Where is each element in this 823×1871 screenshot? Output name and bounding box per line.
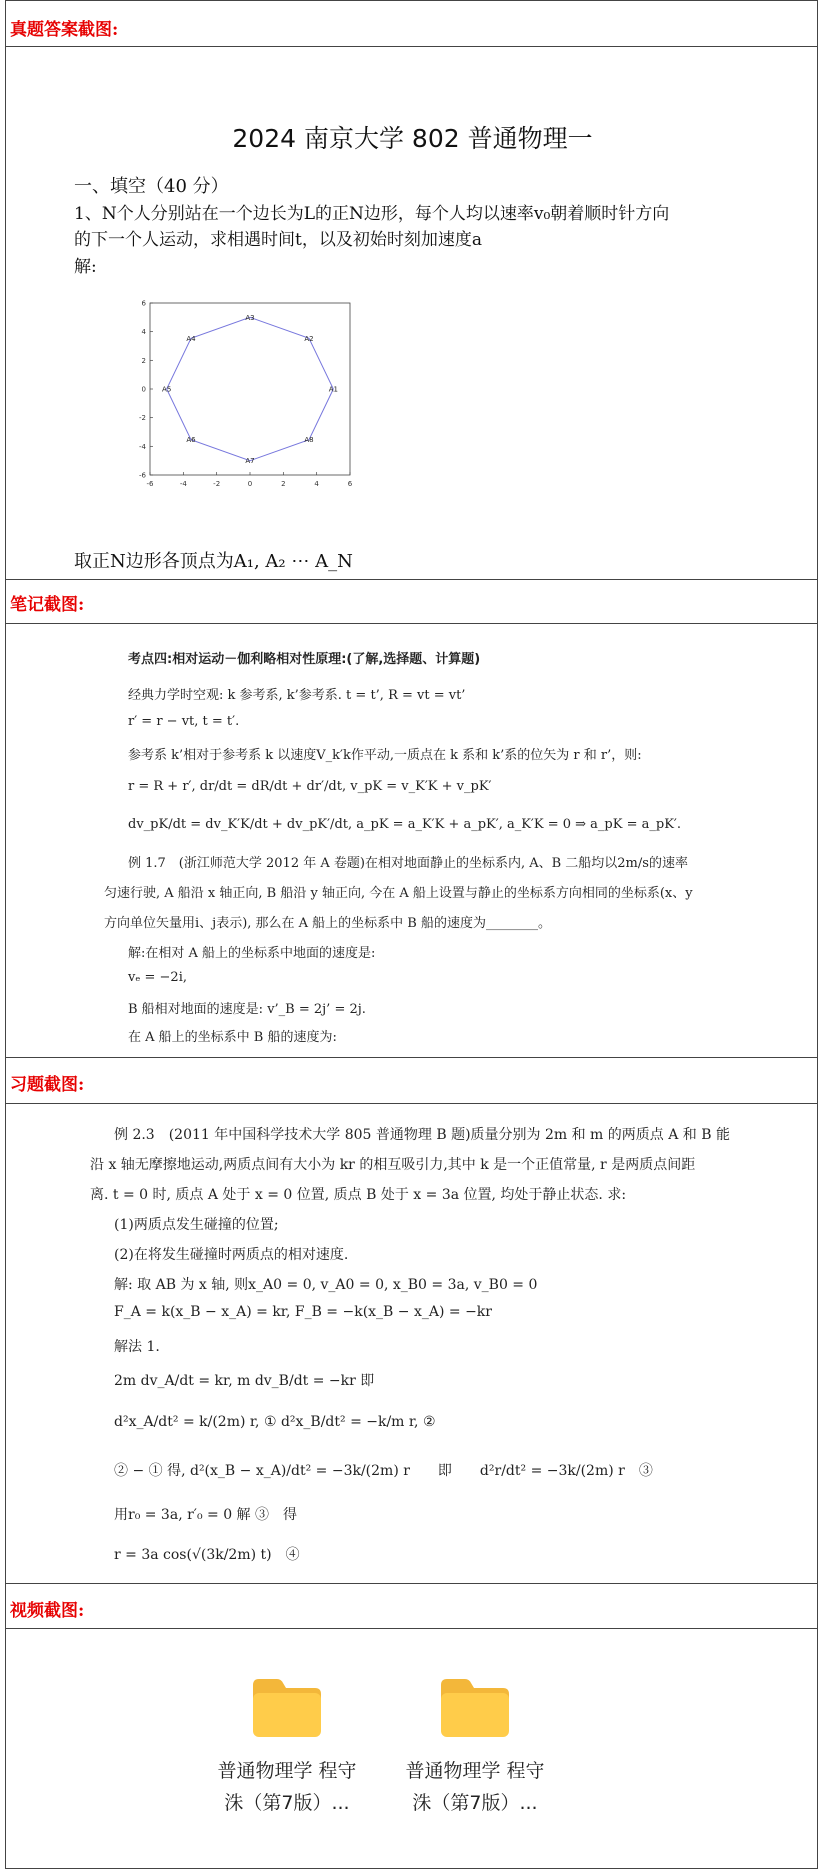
answer-section-header	[6, 1, 817, 47]
folder-name-line-1: 普通物理学 程守	[217, 1760, 357, 1782]
notes-equation: dv_pK/dt = dv_K′K/dt + dv_pK′/dt, a_pK = a_K′K + a_pK′, a_K′K = 0 ⇒ a_pK = a_pK′.	[128, 817, 681, 832]
exercise-equation: r = 3a cos(√(3k/2m) t) ④	[114, 1547, 300, 1563]
folder-name-line-1: 普通物理学 程守	[405, 1760, 545, 1782]
notes-line: r′ = r − vt, t = t′.	[128, 714, 240, 729]
document-sheet	[5, 0, 818, 1869]
notes-example-line: 例 1.7 (浙江师范大学 2012 年 A 卷题)在相对地面静止的坐标系内, A、B 二船均以2m/s的速率	[128, 856, 688, 871]
folder-icon	[249, 1675, 325, 1739]
x-tick-label: -2	[213, 480, 221, 488]
notes-line: 参考系 k’相对于参考系 k 以速度V_k′k作平动,一质点在 k 系和 k’系的位矢为 r 和 r’，则:	[128, 748, 642, 763]
vertex-label: A6	[186, 436, 196, 445]
x-tick-label: -6	[146, 480, 154, 488]
answer-section-body	[6, 47, 817, 580]
video-folder[interactable]	[390, 1675, 560, 1819]
y-tick-label: 6	[141, 299, 146, 308]
x-tick-label: 6	[347, 480, 353, 488]
notes-section-header	[6, 580, 817, 624]
vertex-label: A8	[304, 436, 314, 445]
vertex-label: A3	[245, 313, 255, 322]
x-tick-label: 0	[247, 480, 253, 488]
exercise-line: 解法 1.	[114, 1339, 160, 1355]
exercise-line: 沿 x 轴无摩擦地运动,两质点间有大小为 kr 的相互吸引力,其中 k 是一个正值常量, r 是两质点间距	[90, 1157, 696, 1173]
x-tick-label: 2	[281, 480, 286, 488]
x-tick-label: -4	[179, 480, 187, 488]
y-tick-label: -2	[139, 414, 146, 423]
question-1-line-1: 1、N个人分别站在一个边长为L的正N边形，每个人均以速率v₀朝着顺时针方向	[74, 204, 670, 224]
exercise-line: (1)两质点发生碰撞的位置;	[114, 1217, 279, 1233]
notes-example-line: 匀速行驶, A 船沿 x 轴正向, B 船沿 y 轴正向, 今在 A 船上设置与静止的坐标系方向相同的坐标系(x、y	[104, 886, 693, 901]
y-tick-label: 0	[141, 385, 146, 394]
polygon-vertex-plot	[124, 295, 364, 495]
y-tick-label: 4	[141, 328, 146, 337]
exercise-equation: 2m dv_A/dt = kr, m dv_B/dt = −kr 即	[114, 1373, 375, 1389]
exercise-line: 离. t = 0 时, 质点 A 处于 x = 0 位置, 质点 B 处于 x = 3a 位置, 均处于静止状态. 求:	[90, 1187, 627, 1203]
folder-name-line-2: 洙（第7版）...	[412, 1792, 538, 1814]
exercise-line: 例 2.3 (2011 年中国科学技术大学 805 普通物理 B 题)质量分别为 2m 和 m 的两质点 A 和 B 能	[114, 1127, 730, 1143]
video-section-body	[6, 1629, 817, 1869]
solution-label: 解:	[74, 257, 97, 277]
vertex-label: A4	[186, 334, 196, 343]
notes-example-line: 方向单位矢量用i、j表示), 那么在 A 船上的坐标系中 B 船的速度为________。	[104, 916, 551, 931]
question-1-line-2: 的下一个人运动，求相遇时间t，以及初始时刻加速度a	[74, 230, 482, 250]
exercise-equation: ② − ① 得, d²(x_B − x_A)/dt² = −3k/(2m) r 即 d²r/dt² = −3k/(2m) r ③	[114, 1463, 653, 1479]
folder-name-line-2: 洙（第7版）...	[224, 1792, 350, 1814]
vertex-definition-line: 取正N边形各顶点为A₁, A₂ ⋯ A_N	[74, 551, 353, 572]
video-folder[interactable]	[202, 1675, 372, 1819]
notes-heading: 考点四:相对运动－伽利略相对性原理:(了解,选择题、计算题)	[128, 652, 481, 667]
exercise-equation: F_A = k(x_B − x_A) = kr, F_B = −k(x_B − x_A) = −kr	[114, 1304, 492, 1320]
notes-line: 解:在相对 A 船上的坐标系中地面的速度是:	[128, 946, 376, 961]
notes-section-title: 笔记截图:	[10, 595, 85, 615]
notes-line: 经典力学时空观: k 参考系, k’参考系. t = t’, R = vt = vt’	[128, 688, 466, 703]
exercises-section-title: 习题截图:	[10, 1075, 85, 1095]
notes-equation: vₑ = −2i,	[128, 970, 187, 985]
notes-line: 在 A 船上的坐标系中 B 船的速度为:	[128, 1030, 337, 1045]
exercise-line: 用r₀ = 3a, r′₀ = 0 解 ③ 得	[114, 1507, 298, 1523]
exercise-line: 解: 取 AB 为 x 轴, 则x_A0 = 0, v_A0 = 0, x_B0 = 3a, v_B0 = 0	[114, 1277, 538, 1293]
vertex-label: A1	[328, 385, 338, 394]
y-tick-label: -6	[139, 471, 146, 480]
exam-title: 2024 南京大学 802 普通物理一	[232, 124, 593, 153]
video-section-header	[6, 1584, 817, 1629]
exercises-section-body	[6, 1104, 817, 1584]
video-section-title: 视频截图:	[10, 1601, 85, 1621]
x-tick-label: 4	[314, 480, 319, 488]
vertex-label: A5	[162, 385, 172, 394]
folder-icon	[437, 1675, 513, 1739]
plot-frame	[150, 303, 350, 475]
part-heading: 一、填空（40 分）	[74, 176, 229, 197]
exercise-equation: d²x_A/dt² = k/(2m) r, ① d²x_B/dt² = −k/m r, ②	[114, 1414, 436, 1430]
notes-section-body	[6, 624, 817, 1058]
vertex-label: A7	[245, 457, 255, 466]
exercises-section-header	[6, 1058, 817, 1104]
y-tick-label: -4	[139, 442, 146, 451]
vertex-label: A2	[304, 334, 314, 343]
y-tick-label: 2	[141, 356, 146, 365]
notes-line: B 船相对地面的速度是: v’_B = 2j’ = 2j.	[128, 1002, 366, 1017]
exercise-line: (2)在将发生碰撞时两质点的相对速度.	[114, 1247, 349, 1263]
notes-equation: r = R + r′, dr/dt = dR/dt + dr′/dt, v_pK = v_K′K + v_pK′	[128, 779, 492, 794]
answer-section-title: 真题答案截图:	[10, 20, 119, 40]
